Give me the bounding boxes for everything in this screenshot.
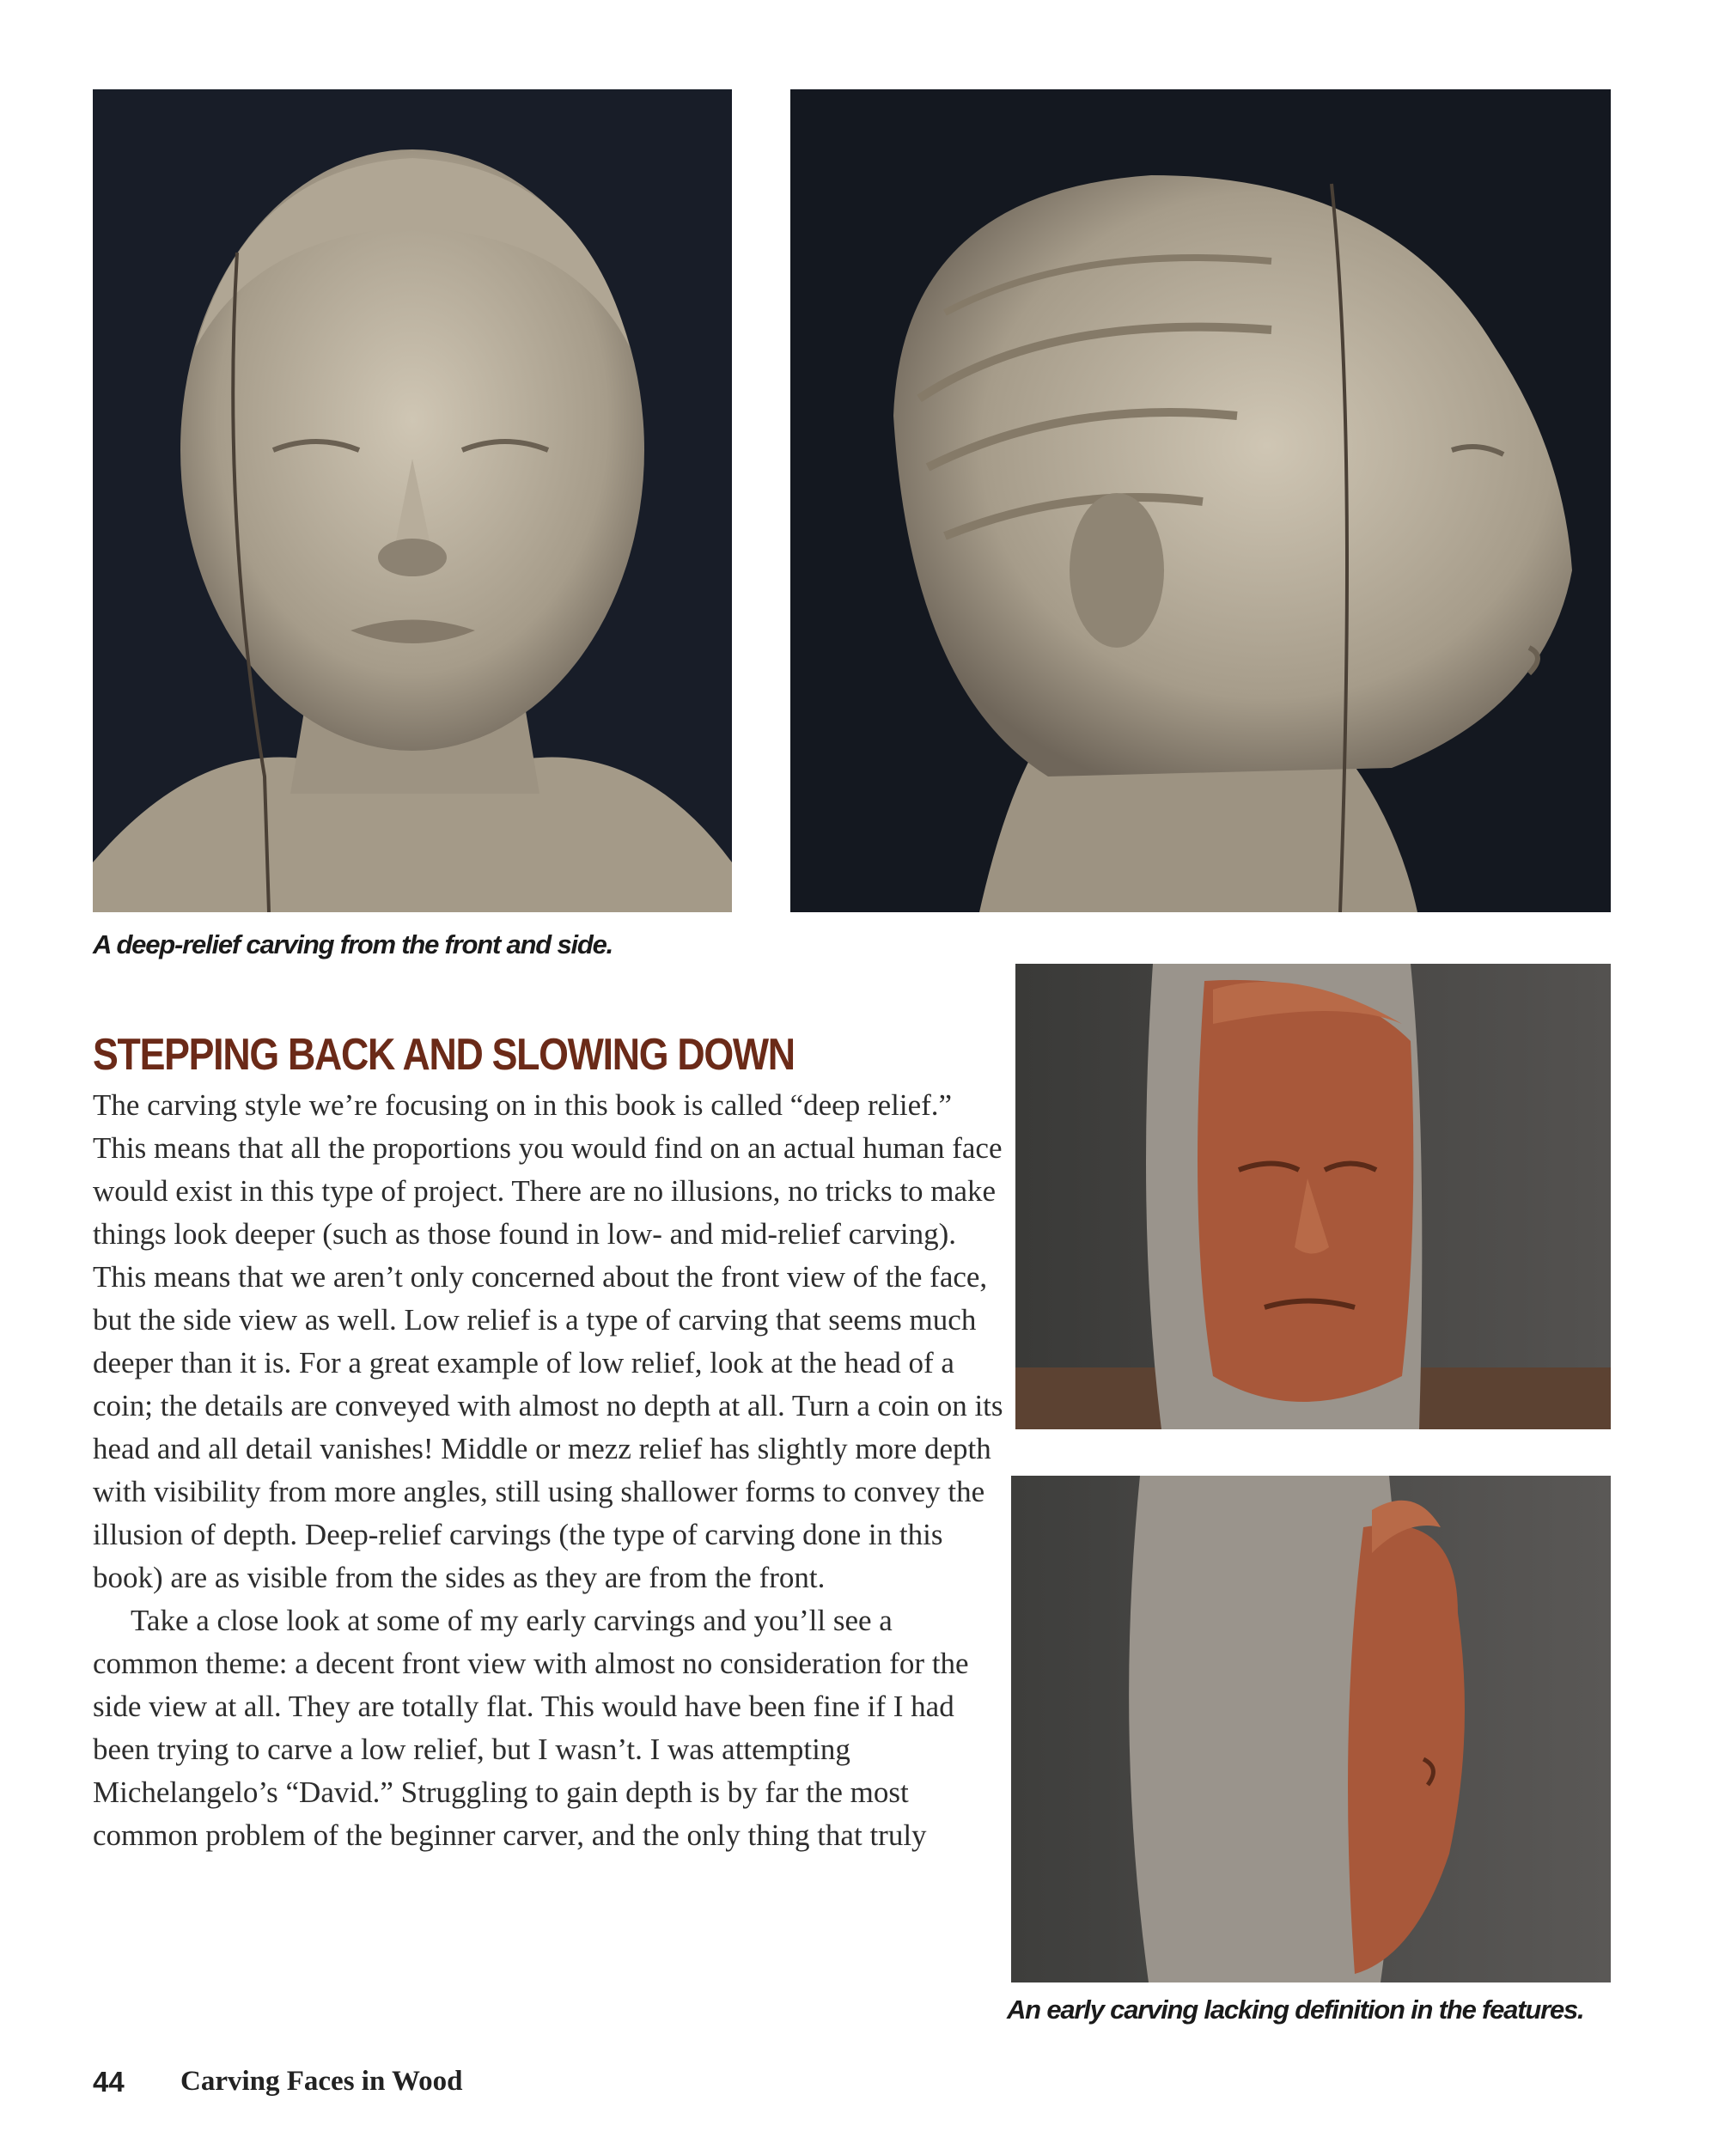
book-title: Carving Faces in Wood [180,2066,463,2097]
body-text [93,1084,1003,1857]
photo-side-view [790,89,1611,912]
paragraph-1: The carving style we’re focusing on in this book is called “deep relief.” This means that all the proportions you would find on an actual human face would exist in this type of project. There are no illusions, no tricks to make things look deeper (such as those found in low- and mid-relief carving). This means that we aren’t only concerned about the front view of the face, but the side view as well. Low relief is a type of carving that seems much deeper than it is. For a great example of low relief, look at the head of a coin; the details are conveyed with almost no depth at all. Turn a coin on its head and all detail vanishes! Middle or mezz relief has slightly more depth with visibility from more angles, still using shallower forms to convey the illusion of depth. Deep-relief carvings (the type of carving done in this book) are as visible from the sides as they are from the front. [93,1088,1003,1594]
caption-right: An early carving lacking definition in the features. [1007,1995,1584,2025]
photo-early-carving-side [1011,1476,1611,1982]
page-number: 44 [93,2066,125,2098]
paragraph-2: Take a close look at some of my early carvings and you’ll see a common theme: a decent front view with almost no consideration for the side view at all. They are totally flat. This would have been fine if I had been trying to carve a low relief, but I wasn’t. I was attempting Michelangelo’s “David.” Struggling to gain depth is by far the most common problem of the beginner carver, and the only thing that truly [93,1604,969,1852]
side-view-image [790,89,1611,912]
caption-top: A deep-relief carving from the front and side. [93,929,613,959]
photo-front-view [93,89,732,912]
photo-early-carving-front [1015,964,1611,1429]
section-heading: STEPPING BACK AND SLOWING DOWN [93,1030,795,1080]
early-carving-side-image [1011,1476,1611,1982]
front-view-image [93,89,732,912]
early-carving-front-image [1015,964,1611,1429]
